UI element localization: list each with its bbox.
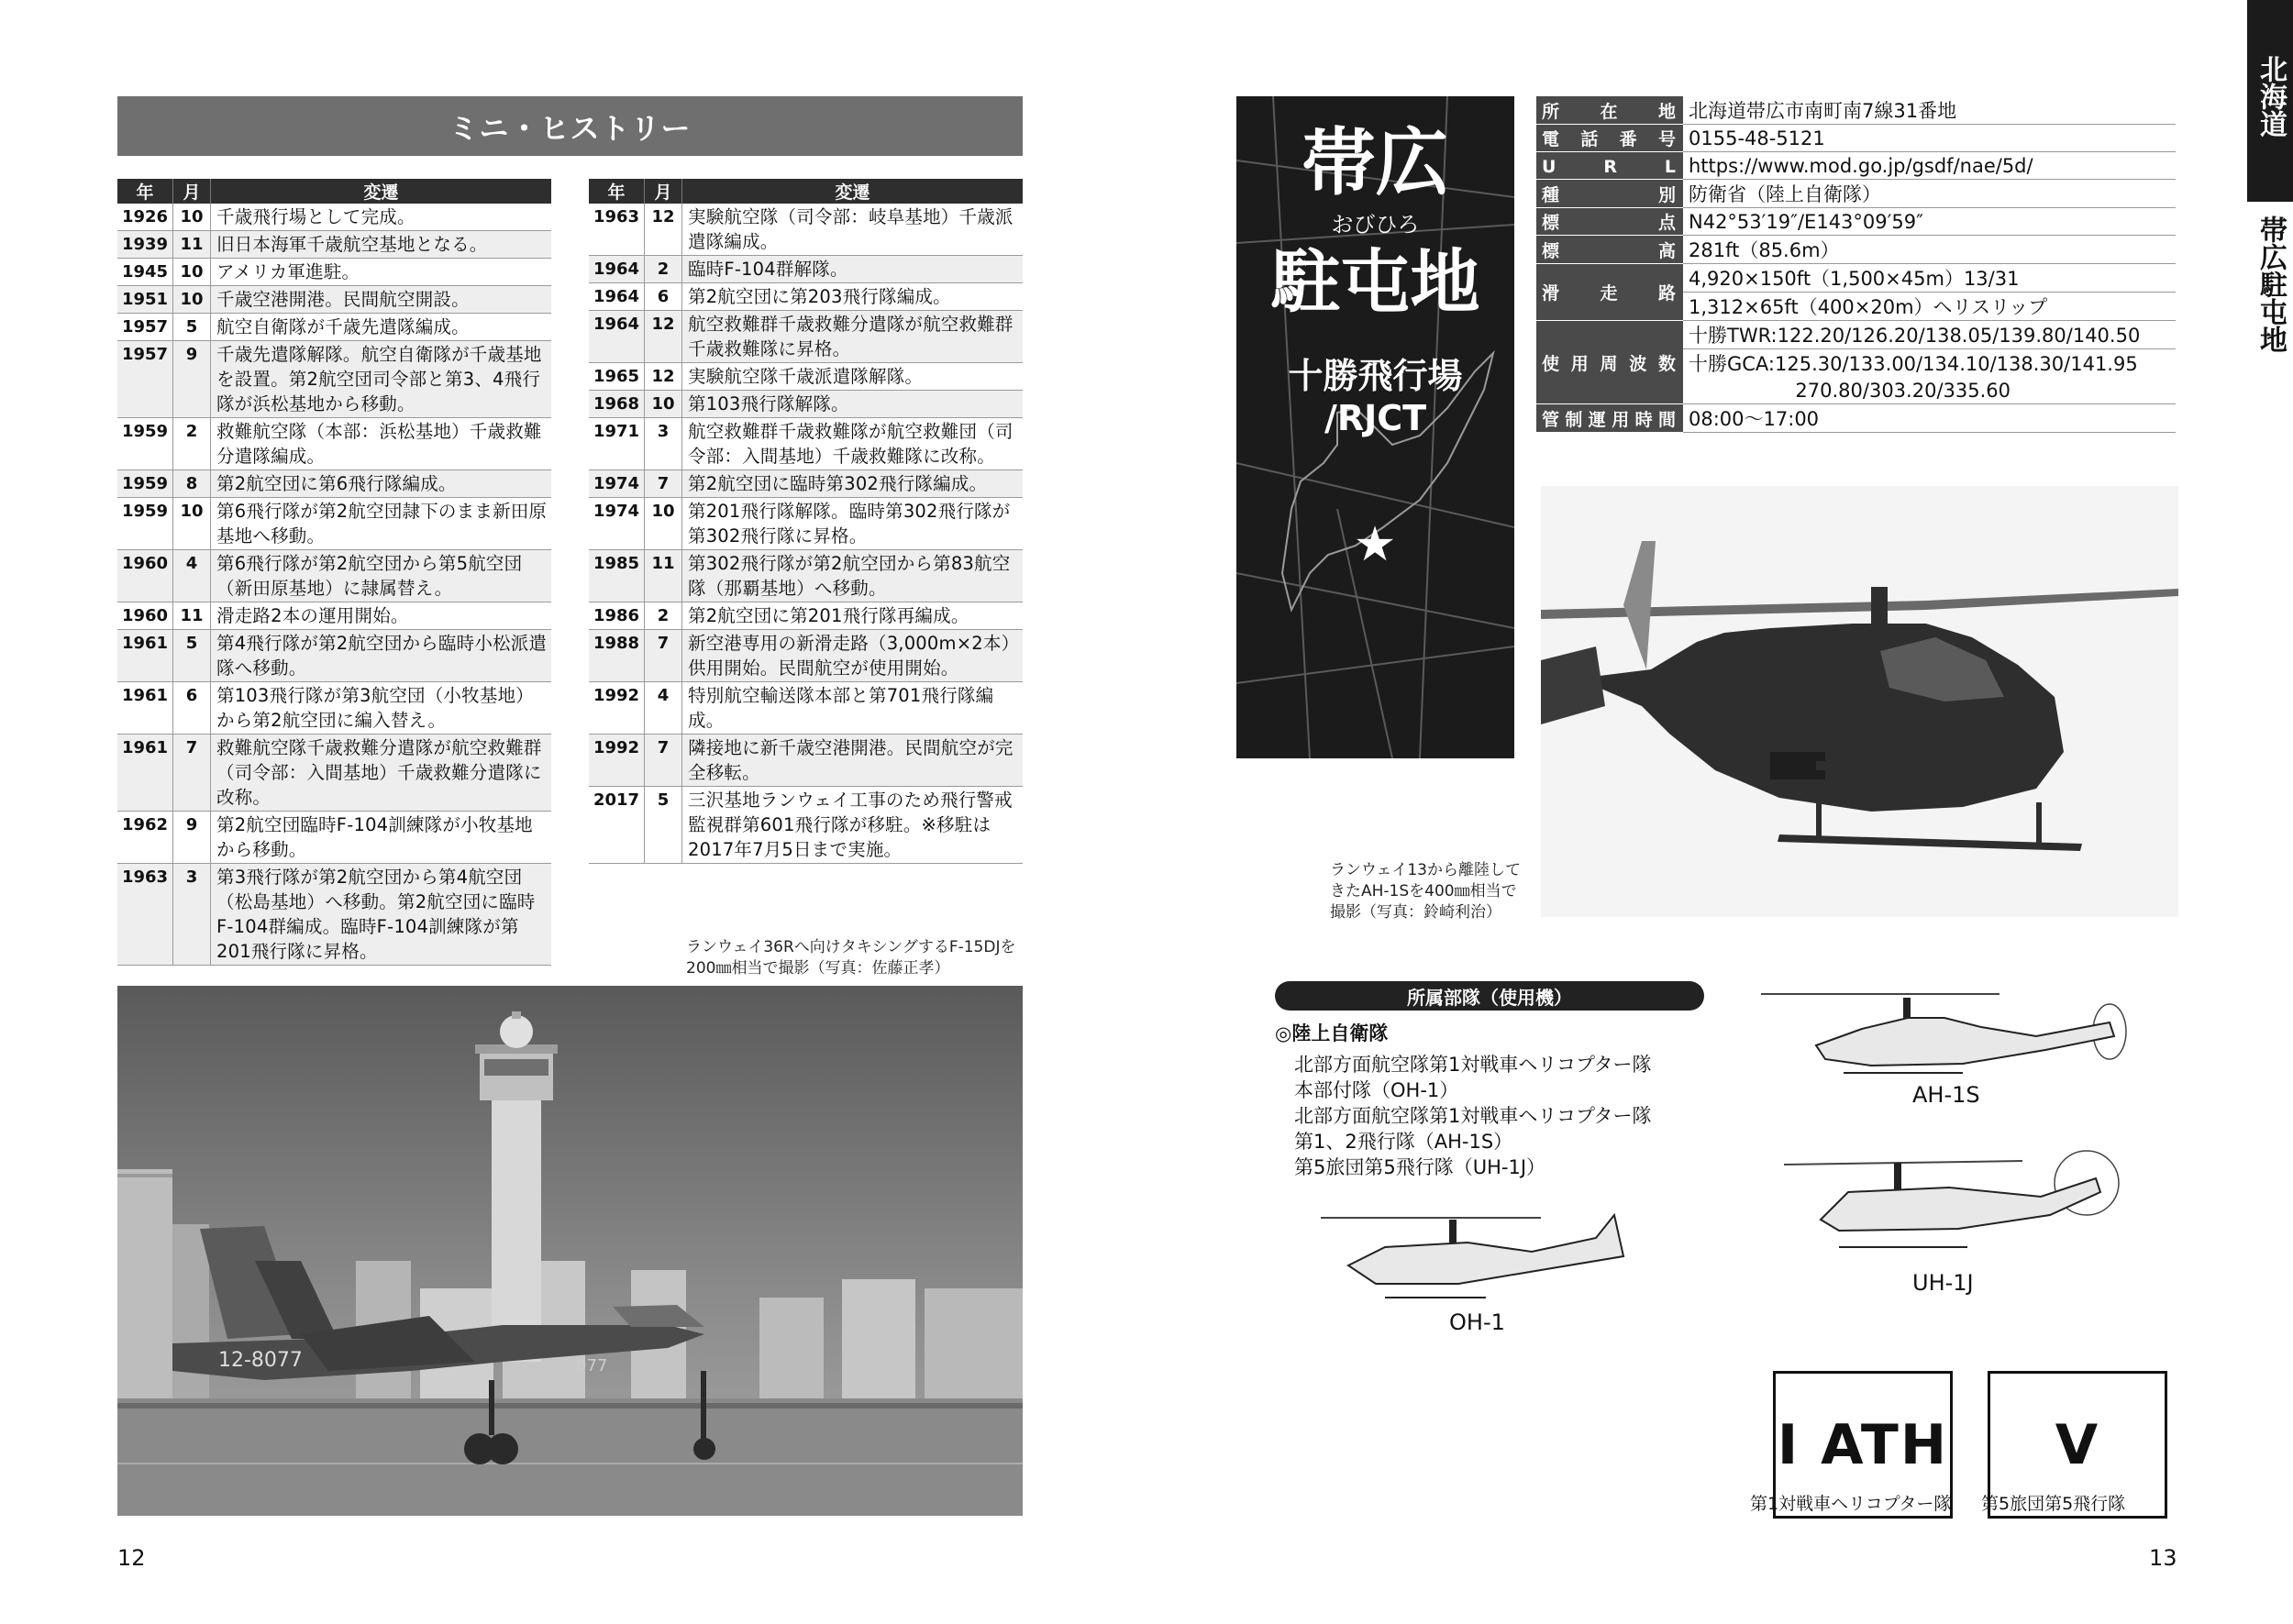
value-freq1: 十勝TWR:122.20/126.20/138.05/139.80/140.50 [1683,321,2176,349]
history-year: 1964 [589,256,645,283]
history-month: 10 [173,498,211,550]
history-row [117,682,551,735]
history-row [117,864,551,966]
history-month: 6 [645,283,682,311]
history-month: 9 [173,812,211,864]
label-url: U R L [1536,152,1683,180]
page-number-right: 13 [2149,1545,2177,1571]
col-month: 月 [645,179,682,204]
title-reading: おびひろ [1331,212,1420,238]
history-row [117,341,551,418]
history-table-1 [117,179,551,966]
history-month: 2 [173,418,211,470]
history-year: 1961 [117,735,173,812]
history-month: 10 [173,259,211,286]
history-row [117,550,551,602]
label-type: 種 別 [1536,180,1683,208]
subtitle-line1: 十勝飛行場 [1288,356,1463,396]
value-hours: 08:00～17:00 [1683,404,2176,433]
history-year: 1992 [589,682,645,735]
history-event: 新空港専用の新滑走路（3,000m×2本）供用開始。民間航空が使用開始。 [682,630,1024,682]
history-year: 1926 [117,204,173,231]
history-event: 航空救難群千歳救難隊が航空救難団（司令部：入間基地）千歳救難隊に改称。 [682,418,1024,470]
history-month: 11 [173,231,211,259]
history-row [589,602,1023,630]
history-row [589,498,1023,550]
ah1s-photo [1541,486,2178,917]
history-event: 航空自衛隊が千歳先遣隊編成。 [211,314,552,341]
side-tab [2247,0,2293,1624]
history-row [589,391,1023,418]
history-row [589,363,1023,391]
value-address: 北海道帯広市南町南7線31番地 [1683,96,2176,125]
history-year: 1964 [589,311,645,363]
history-month: 10 [173,286,211,314]
history-month: 12 [645,363,682,391]
history-event: 実験航空隊千歳派遣隊解隊。 [682,363,1024,391]
history-year: 1974 [589,498,645,550]
history-year: 2017 [589,787,645,864]
history-year: 1951 [117,286,173,314]
history-year: 1957 [117,314,173,341]
history-row [589,418,1023,470]
history-year: 1961 [117,630,173,682]
mark-label-1: 第1対戦車ヘリコプター隊 [1750,1494,1952,1514]
side-tab-region: 北海道 [2254,55,2287,138]
history-row [117,630,551,682]
history-row [117,418,551,470]
heli-photo-caption: ランウェイ13から離陸してきたAH-1Sを400㎜相当で撮影（写真：鈴崎利治） [1330,861,1521,922]
history-event: 第2航空団に第201飛行隊再編成。 [682,602,1024,630]
history-month: 6 [173,682,211,735]
history-event: 第6飛行隊が第2航空団から第5航空団（新田原基地）に隷属替え。 [211,550,552,602]
history-month: 11 [173,602,211,630]
history-table-2 [589,179,1023,864]
title-box [1236,96,1514,758]
history-row [589,630,1023,682]
label-elev: 標 高 [1536,236,1683,264]
units-list [1294,1052,1716,1180]
history-month: 4 [173,550,211,602]
history-month: 9 [173,341,211,418]
history-event: 救難航空隊（本部：浜松基地）千歳救難分遣隊編成。 [211,418,552,470]
history-row [589,735,1023,787]
page-number-left: 12 [117,1545,146,1571]
label-runway: 滑 走 路 [1536,264,1683,321]
history-month: 7 [645,735,682,787]
jet-nose-number: 077 [576,1356,608,1375]
history-row [589,550,1023,602]
col-year: 年 [589,179,645,204]
col-month: 月 [173,179,211,204]
base-info-table [1536,96,2176,433]
value-phone: 0155-48-5121 [1683,125,2176,152]
history-month: 3 [173,864,211,966]
history-row [117,735,551,812]
history-year: 1968 [589,391,645,418]
unit-line: 第5旅団第5飛行隊（UH-1J） [1294,1156,1546,1178]
history-row [117,314,551,341]
history-month: 8 [173,470,211,498]
history-event: 第2航空団に臨時第302飛行隊編成。 [682,470,1024,498]
history-month: 12 [645,204,682,256]
history-year: 1960 [117,602,173,630]
history-year: 1985 [589,550,645,602]
f15-photo [117,986,1023,1516]
label-freq: 使用周波数 [1536,321,1683,404]
section-title: ミニ・ヒストリー [449,110,692,146]
history-event: 救難航空隊千歳救難分遣隊が航空救難群（司令部：入間基地）千歳救難分遣隊に改称。 [211,735,552,812]
value-coord: N42°53′19″/E143°09′59″ [1683,208,2176,236]
history-month: 5 [173,630,211,682]
history-event: 実験航空隊（司令部：岐阜基地）千歳派遣隊編成。 [682,204,1024,256]
history-year: 1957 [117,341,173,418]
value-url[interactable]: https://www.mod.go.jp/gsdf/nae/5d/ [1683,152,2176,180]
col-event: 変遷 [211,179,552,204]
history-year: 1986 [589,602,645,630]
mark-label-2: 第5旅団第5飛行隊 [1981,1494,2126,1514]
history-year: 1974 [589,470,645,498]
history-year: 1992 [589,735,645,787]
unit-line: 第1、2飛行隊（AH-1S） [1294,1131,1513,1153]
history-row [117,204,551,231]
history-row [117,231,551,259]
history-year: 1988 [589,630,645,682]
history-month: 3 [645,418,682,470]
history-month: 10 [645,498,682,550]
history-event: 第2航空団に第6飛行隊編成。 [211,470,552,498]
history-event: 臨時F-104群解隊。 [682,256,1024,283]
history-year: 1961 [117,682,173,735]
history-month: 2 [645,602,682,630]
history-event: 旧日本海軍千歳航空基地となる。 [211,231,552,259]
history-event: 第2航空団に第203飛行隊編成。 [682,283,1024,311]
history-month: 5 [173,314,211,341]
ah1s-label: AH-1S [1912,1082,1980,1108]
history-event: 第103飛行隊解隊。 [682,391,1024,418]
history-event: アメリカ軍進駐。 [211,259,552,286]
label-address: 所 在 地 [1536,96,1683,125]
history-month: 11 [645,550,682,602]
value-freq2: 十勝GCA:125.30/133.00/134.10/138.30/141.95 [1689,353,2138,375]
history-year: 1962 [117,812,173,864]
history-year: 1963 [589,204,645,256]
history-event: 第103飛行隊が第3航空団（小牧基地）から第2航空団に編入替え。 [211,682,552,735]
jet-tail-number: 12-8077 [218,1349,303,1372]
history-year: 1965 [589,363,645,391]
side-tab-base: 帯広駐屯地 [2254,215,2287,353]
history-year: 1971 [589,418,645,470]
value-freq3: 270.80/303.20/335.60 [1683,377,2176,404]
oh1-label: OH-1 [1449,1309,1505,1335]
units-title-bar [1275,981,1704,1011]
history-row [589,787,1023,864]
unit-line: 北部方面航空隊第1対戦車ヘリコプター隊 [1294,1105,1652,1127]
history-year: 1964 [589,283,645,311]
history-year: 1939 [117,231,173,259]
history-row [589,283,1023,311]
oh1-silhouette [1321,1210,1633,1311]
history-event: 第2航空団臨時F-104訓練隊が小牧基地から移動。 [211,812,552,864]
history-year: 1945 [117,259,173,286]
history-row [589,682,1023,735]
history-row [117,498,551,550]
mark-code-1: I ATH [1777,1412,1949,1477]
history-event: 第302飛行隊が第2航空団から第83航空隊（那覇基地）へ移動。 [682,550,1024,602]
value-runway1: 4,920×150ft（1,500×45m）13/31 [1683,264,2176,293]
col-event: 変遷 [682,179,1024,204]
history-event: 第201飛行隊解隊。臨時第302飛行隊が第302飛行隊に昇格。 [682,498,1024,550]
uh1j-silhouette [1784,1128,2123,1261]
history-event: 航空救難群千歳救難分遣隊が航空救難群千歳救難隊に昇格。 [682,311,1024,363]
history-month: 12 [645,311,682,363]
history-event: 第6飛行隊が第2航空団隷下のまま新田原基地へ移動。 [211,498,552,550]
unit-line: 本部付隊（OH-1） [1294,1079,1459,1101]
history-row [117,259,551,286]
history-event: 三沢基地ランウェイ工事のため飛行警戒監視群第601飛行隊が移駐。※移駐は2017年7月5日まで実施。 [682,787,1024,864]
star-icon: ★ [1353,517,1397,572]
history-month: 10 [173,204,211,231]
unit-line: 北部方面航空隊第1対戦車ヘリコプター隊 [1294,1054,1652,1076]
history-row [117,812,551,864]
title-line2: 駐屯地 [1270,241,1480,323]
history-month: 7 [173,735,211,812]
label-hours: 管制運用時間 [1536,404,1683,433]
history-event: 隣接地に新千歳空港開港。民間航空が完全移転。 [682,735,1024,787]
history-month: 5 [645,787,682,864]
units-title: 所属部隊（使用機） [1407,986,1572,1009]
history-row [589,470,1023,498]
history-event: 第4飛行隊が第2航空団から臨時小松派遣隊へ移動。 [211,630,552,682]
history-event: 第3飛行隊が第2航空団から第4航空団（松島基地）へ移動。第2航空団に臨時F-104群編成。臨時F-104訓練隊が第201飛行隊に昇格。 [211,864,552,966]
uh1j-label: UH-1J [1912,1270,1974,1296]
history-row [589,311,1023,363]
history-month: 2 [645,256,682,283]
history-year: 1959 [117,470,173,498]
history-event: 滑走路2本の運用開始。 [211,602,552,630]
history-event: 特別航空輸送隊本部と第701飛行隊編成。 [682,682,1024,735]
units-org: ◎陸上自衛隊 [1275,1022,1389,1044]
title-line1: 帯広 [1302,120,1449,205]
subtitle-line2: /RJCT [1324,398,1427,438]
history-event: 千歳空港開港。民間航空開設。 [211,286,552,314]
history-month: 7 [645,630,682,682]
history-row [589,204,1023,256]
history-month: 4 [645,682,682,735]
history-year: 1959 [117,498,173,550]
history-row [117,286,551,314]
value-elev: 281ft（85.6m） [1683,236,2176,264]
history-year: 1960 [117,550,173,602]
history-event: 千歳先遣隊解隊。航空自衛隊が千歳基地を設置。第2航空団司令部と第3、4飛行隊が浜松基地から移動。 [211,341,552,418]
history-year: 1959 [117,418,173,470]
label-coord: 標 点 [1536,208,1683,236]
value-type: 防衛省（陸上自衛隊） [1683,180,2176,208]
history-row [589,256,1023,283]
jet-photo-caption: ランウェイ36Rへ向けタキシングするF-15DJを200㎜相当で撮影（写真：佐藤正孝） [686,938,1016,978]
section-title-bar [117,96,1023,156]
history-month: 7 [645,470,682,498]
history-month: 10 [645,391,682,418]
ah1s-silhouette [1761,981,2128,1091]
mark-code-2: V [2055,1412,2100,1477]
col-year: 年 [117,179,173,204]
history-year: 1963 [117,864,173,966]
history-row [117,602,551,630]
history-row [117,470,551,498]
label-phone: 電 話 番 号 [1536,125,1683,152]
value-runway2: 1,312×65ft（400×20m）ヘリスリップ [1683,293,2176,321]
history-event: 千歳飛行場として完成。 [211,204,552,231]
